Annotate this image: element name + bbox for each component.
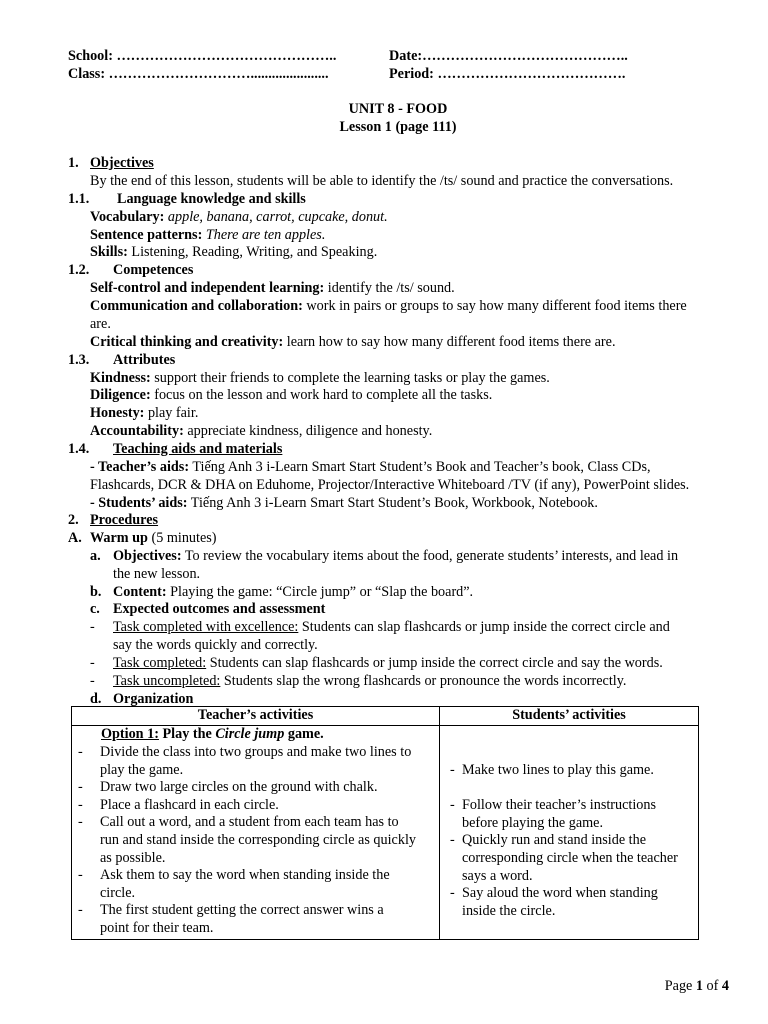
list-item: - Make two lines to play this game. [450, 762, 654, 778]
s13-heading: Attributes [113, 352, 176, 368]
table-header-row [72, 707, 699, 726]
warmup-letter: A. [68, 530, 82, 546]
option-heading: Option 1: Play the Circle jump game. [101, 726, 324, 742]
class-line [68, 66, 329, 84]
period-label: Period: [389, 66, 434, 82]
task-completed-line: Task completed: Students can slap flashcards or jump inside the correct circle and say the words. [113, 655, 663, 671]
teacher-activities-header: Teacher’s activities [72, 707, 440, 726]
list-item: - Call out a word, and a student from each team has to run and stand inside the corresponding circle as quickly as possible. [78, 814, 416, 866]
d-letter: d. [90, 691, 102, 707]
task-uncompleted-line: Task uncompleted: Students slap the wrong flashcards or pronounce the words incorrectly. [113, 673, 627, 689]
s12-num: 1.2. [68, 262, 90, 278]
objectives-intro: By the end of this lesson, students will be able to identify the /ts/ sound and practice the conversations. [90, 173, 674, 189]
vocabulary-line: Vocabulary: apple, banana, carrot, cupcake, donut. [90, 209, 388, 225]
school-dots: ……………………………………….. [116, 48, 337, 64]
dash: - [90, 673, 95, 689]
diligence-line: Diligence: focus on the lesson and work hard to complete all the tasks. [90, 387, 493, 403]
warmup-heading: Warm up (5 minutes) [90, 530, 217, 546]
dash: - [450, 762, 455, 778]
list-item: - Draw two large circles on the ground with chalk. [78, 779, 378, 796]
dash: - [450, 797, 455, 814]
s14-num: 1.4. [68, 441, 90, 457]
task-excellence-line: Task completed with excellence: Students can slap flashcards or jump inside the correct circle and [113, 619, 670, 635]
dash: - [78, 796, 83, 813]
b-letter: b. [90, 584, 102, 600]
warmup-objectives-cont: the new lesson. [113, 566, 201, 582]
date-dots: …………………………………….. [422, 48, 628, 64]
s13-num: 1.3. [68, 352, 90, 368]
honesty-line: Honesty: play fair. [90, 405, 199, 421]
c-letter: c. [90, 601, 100, 617]
teacher-aids-line: - Teacher’s aids: Tiếng Anh 3 i-Learn Smart Start Student’s Book and Teacher’s book, Class CDs, [90, 459, 651, 475]
expected-outcomes-heading: Expected outcomes and assessment [113, 601, 326, 617]
s14-heading: Teaching aids and materials [113, 441, 283, 457]
list-item: - Place a flashcard in each circle. [78, 796, 279, 813]
teacher-activities-cell [72, 726, 440, 940]
school-line [68, 48, 336, 66]
school-label: School: [68, 48, 113, 64]
list-item: - Divide the class into two groups and make two lines to play the game. [78, 744, 412, 778]
communication-line: Communication and collaboration: work in pairs or groups to say how many different food items there [90, 298, 687, 314]
dash: - [450, 832, 455, 849]
list-item: - Say aloud the word when standing inside the circle. [450, 885, 658, 919]
a-letter: a. [90, 548, 101, 564]
dash: - [78, 902, 83, 919]
dash: - [90, 655, 95, 671]
class-label: Class: [68, 66, 106, 82]
date-label: Date: [389, 48, 423, 64]
class-dots: …………………………...................... [108, 66, 329, 82]
list-item: - The first student getting the correct answer wins a point for their team. [78, 902, 384, 936]
lesson-title: Lesson 1 (page 111) [339, 119, 457, 135]
warmup-content-line: Content: Playing the game: “Circle jump” or “Slap the board”. [113, 584, 474, 600]
students-activities-cell [440, 726, 699, 940]
dash: - [90, 619, 95, 635]
unit-title: UNIT 8 - FOOD [348, 101, 448, 117]
page-number: Page 1 of 4 [664, 978, 729, 994]
dash: - [78, 867, 83, 884]
dash: - [78, 779, 83, 796]
communication-line-cont: are. [90, 316, 111, 332]
list-item: - Follow their teacher’s instructions before playing the game. [450, 797, 656, 831]
kindness-line: Kindness: support their friends to complete the learning tasks or play the games. [90, 370, 550, 386]
s12-heading: Competences [113, 262, 194, 278]
date-line [389, 48, 628, 66]
accountability-line: Accountability: appreciate kindness, diligence and honesty. [90, 423, 433, 439]
s11-heading: Language knowledge and skills [117, 191, 306, 207]
organization-heading: Organization [113, 691, 194, 707]
list-item: - Quickly run and stand inside the corresponding circle when the teacher says a word. [450, 832, 678, 884]
skills-line: Skills: Listening, Reading, Writing, and Speaking. [90, 244, 378, 260]
warmup-objectives-line: Objectives: To review the vocabulary items about the food, generate students’ interests, and lead in [113, 548, 679, 564]
sentence-patterns-line: Sentence patterns: There are ten apples. [90, 227, 326, 243]
table-row [72, 726, 699, 940]
s11-num: 1.1. [68, 191, 90, 207]
critical-thinking-line: Critical thinking and creativity: learn how to say how many different food items there are. [90, 334, 616, 350]
teacher-aids-line-cont: Flashcards, DCR & DHA on Eduhome, Projector/Interactive Whiteboard /TV (if any), PowerPoint slides. [90, 477, 690, 493]
students-aids-line: - Students’ aids: Tiếng Anh 3 i-Learn Smart Start Student’s Book, Workbook, Notebook. [90, 495, 598, 511]
organization-table [71, 706, 699, 940]
objectives-heading: 1. [68, 155, 79, 171]
self-control-line: Self-control and independent learning: identify the /ts/ sound. [90, 280, 455, 296]
dash: - [78, 814, 83, 831]
objectives-title: Objectives [90, 155, 154, 171]
dash: - [450, 885, 455, 902]
dash: - [78, 744, 83, 760]
period-line [389, 66, 625, 84]
list-item: - Ask them to say the word when standing inside the circle. [78, 867, 390, 901]
students-activities-header: Students’ activities [440, 707, 699, 726]
period-dots: …………………………………. [437, 66, 626, 82]
task-excellence-cont: say the words quickly and correctly. [113, 637, 318, 653]
procedures-heading: Procedures [90, 512, 159, 528]
procedures-num: 2. [68, 512, 79, 528]
